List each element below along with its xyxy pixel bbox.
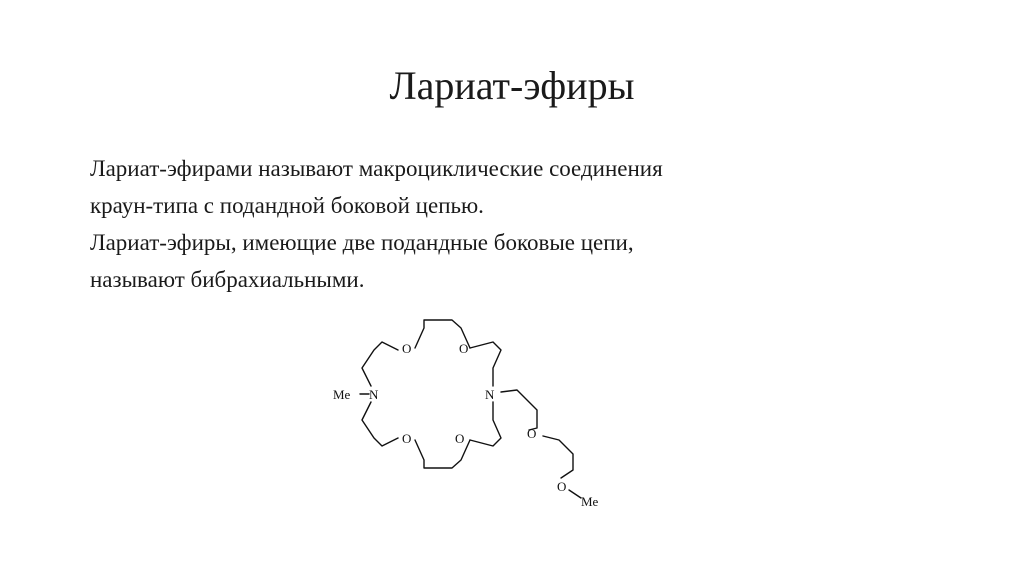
bibrachial-line-2: называют бибрахиальными. (90, 267, 365, 292)
bond-chain-top-left (362, 342, 398, 386)
atom-o-chain-1: O (527, 426, 537, 441)
bond-side-chain-2 (543, 436, 573, 478)
bond-chain-bottom-right (470, 402, 501, 446)
atom-me-left: Me (333, 387, 351, 402)
bonds (360, 320, 581, 498)
atom-o-top-right: O (459, 341, 469, 356)
bibrachial-line-1: Лариат-эфиры, имеющие две подандные боковые цепи, (90, 230, 634, 255)
atom-n-right: N (485, 387, 495, 402)
atom-o-chain-2: O (557, 479, 567, 494)
atom-o-top-left: O (402, 341, 412, 356)
bond-chain-bottom-left (362, 402, 398, 446)
structural-formula-diagram (325, 300, 625, 520)
atom-o-bottom-right: O (455, 431, 465, 446)
lariat-ether-structure (325, 300, 625, 520)
bond-side-chain-1 (501, 390, 537, 430)
bond-chain-top-right (470, 342, 501, 386)
slide-body (90, 150, 950, 298)
bond-side-chain-me (569, 490, 581, 498)
definition-line-1: Лариат-эфирами называют макроциклические соединения (90, 156, 663, 181)
atom-o-bottom-left: O (402, 431, 412, 446)
atom-me-chain: Me (581, 494, 599, 509)
slide-title: Лариат-эфиры (389, 63, 635, 108)
atom-n-left: N (369, 387, 379, 402)
definition-line-2: краун-типа с подандной боковой цепью. (90, 193, 484, 218)
